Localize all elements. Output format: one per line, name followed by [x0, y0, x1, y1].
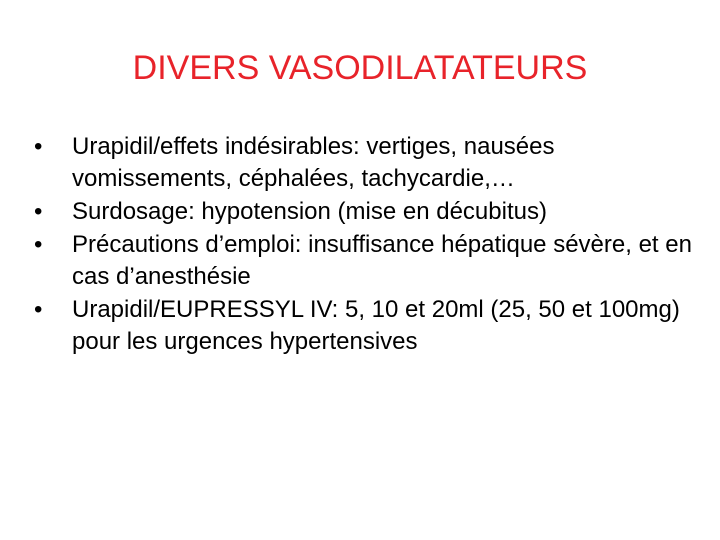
bullet-text: Surdosage: hypotension (mise en décubitus) [72, 198, 547, 225]
bullet-text: Urapidil/effets indésirables: vertiges, nausées vomissements, céphalées, tachycardie,… [72, 133, 555, 192]
bullet-item [34, 196, 694, 228]
bullet-text: Précautions d’emploi: insuffisance hépatique sévère, et en cas d’anesthésie [72, 231, 692, 290]
bullet-dot-icon: • [34, 231, 43, 258]
slide-title: DIVERS VASODILATATEURS [132, 49, 588, 87]
bullet-item [34, 294, 694, 358]
bullet-list [34, 131, 694, 358]
bullet-text: Urapidil/EUPRESSYL IV: 5, 10 et 20ml (25, 50 et 100mg) pour les urgences hypertensives [72, 296, 680, 355]
bullet-dot-icon: • [34, 198, 43, 225]
bullet-item [34, 229, 694, 293]
bullet-item [34, 131, 694, 195]
bullet-dot-icon: • [34, 296, 43, 323]
bullet-dot-icon: • [34, 133, 43, 160]
